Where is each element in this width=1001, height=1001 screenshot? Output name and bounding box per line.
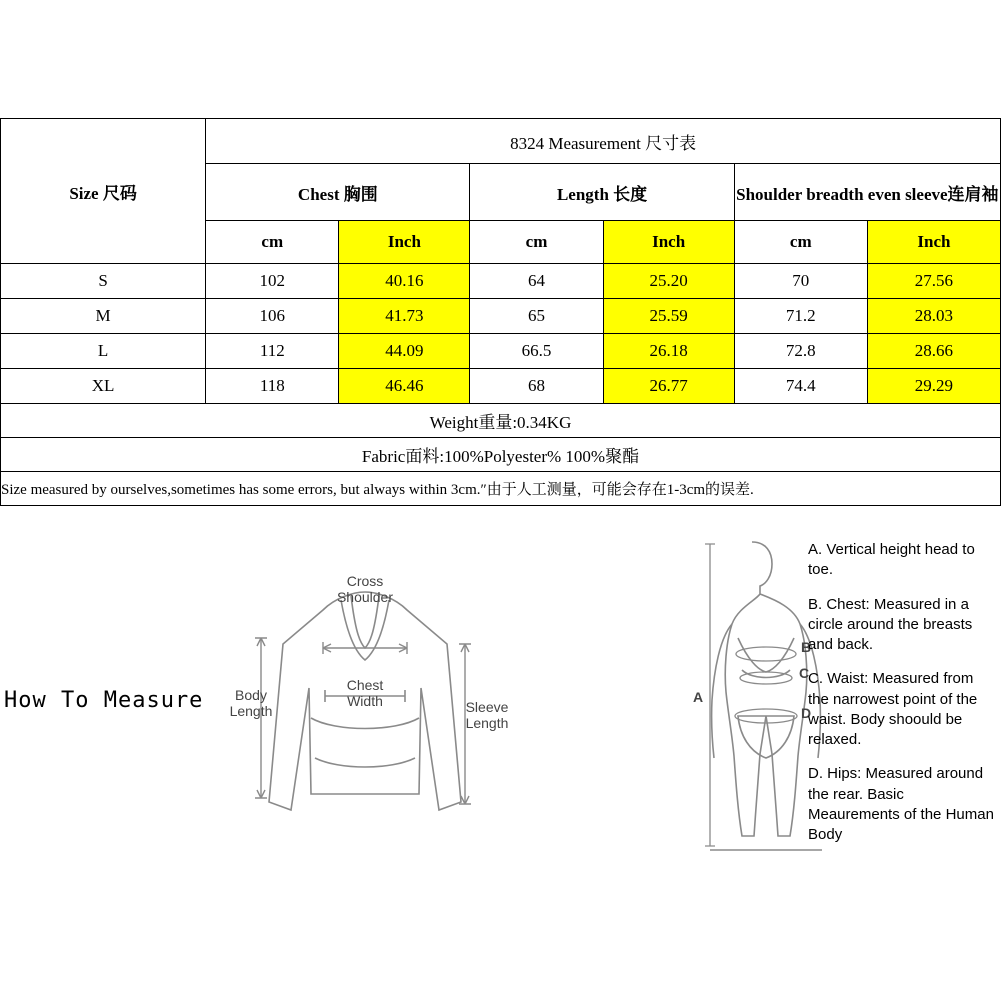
cell-shoulder-inch: 29.29 xyxy=(867,369,1000,404)
cell-chest-inch: 44.09 xyxy=(339,334,470,369)
label-body-length-line1: Body xyxy=(235,687,267,703)
cell-length-cm: 64 xyxy=(470,264,603,299)
cell-shoulder-inch: 28.66 xyxy=(867,334,1000,369)
desc-c: C. Waist: Measured from the narrowest point of the waist. Body shoould be relaxed. xyxy=(808,670,978,748)
tolerance-note: Size measured by ourselves,sometimes has some errors, but always within 3cm.″由于人工测量，可能会存在1-3cm的误差. xyxy=(1,472,1001,506)
group-header-shoulder: Shoulder breadth even sleeve连肩袖 xyxy=(734,164,1000,221)
tolerance-note-row xyxy=(1,472,1001,506)
cell-chest-cm: 106 xyxy=(206,299,339,334)
desc-d: D. Hips: Measured around the rear. Basic Meaurements of the Human Body xyxy=(808,765,994,843)
unit-length-cm: cm xyxy=(470,221,603,264)
size-table xyxy=(0,118,1001,506)
cell-length-inch: 25.20 xyxy=(603,264,734,299)
body-marker-c: C xyxy=(798,665,810,681)
cell-length-inch: 26.77 xyxy=(603,369,734,404)
unit-chest-cm: cm xyxy=(206,221,339,264)
body-marker-b: B xyxy=(800,639,812,655)
cell-chest-inch: 46.46 xyxy=(339,369,470,404)
cell-shoulder-cm: 72.8 xyxy=(734,334,867,369)
group-header-length: Length 长度 xyxy=(470,164,734,221)
cell-shoulder-cm: 70 xyxy=(734,264,867,299)
weight-note-row xyxy=(1,404,1001,438)
table-title: 8324 Measurement 尺寸表 xyxy=(206,119,1001,164)
cell-length-inch: 26.18 xyxy=(603,334,734,369)
desc-a: A. Vertical height head to toe. xyxy=(808,541,975,579)
cell-length-cm: 66.5 xyxy=(470,334,603,369)
cell-chest-inch: 40.16 xyxy=(339,264,470,299)
how-to-measure-title: How To Measure xyxy=(4,688,204,713)
size-column-header: Size 尺码 xyxy=(1,119,206,264)
label-body-length-line2: Length xyxy=(229,703,273,719)
cell-chest-cm: 112 xyxy=(206,334,339,369)
size-table-container xyxy=(0,118,1001,506)
label-sleeve-length-line1: Sleeve xyxy=(465,699,509,715)
unit-shoulder-inch: Inch xyxy=(867,221,1000,264)
table-row xyxy=(1,369,1001,404)
unit-chest-inch: Inch xyxy=(339,221,470,264)
cell-length-inch: 25.59 xyxy=(603,299,734,334)
row-size-label: M xyxy=(1,299,206,334)
row-size-label: XL xyxy=(1,369,206,404)
cell-chest-cm: 102 xyxy=(206,264,339,299)
desc-b: B. Chest: Measured in a circle around the breasts and back. xyxy=(808,595,973,653)
unit-shoulder-cm: cm xyxy=(734,221,867,264)
body-marker-d: D xyxy=(800,705,812,721)
cell-length-cm: 68 xyxy=(470,369,603,404)
table-title-row xyxy=(1,119,1001,164)
row-size-label: L xyxy=(1,334,206,369)
cell-shoulder-cm: 71.2 xyxy=(734,299,867,334)
cell-shoulder-cm: 74.4 xyxy=(734,369,867,404)
label-chest-width-line2: Width xyxy=(347,693,383,709)
cell-shoulder-inch: 27.56 xyxy=(867,264,1000,299)
cell-chest-inch: 41.73 xyxy=(339,299,470,334)
fabric-note: Fabric面料:100%Polyester% 100%聚酯 xyxy=(1,438,1001,472)
cell-length-cm: 65 xyxy=(470,299,603,334)
unit-length-inch: Inch xyxy=(603,221,734,264)
label-cross-shoulder-line2: Shoulder xyxy=(336,589,394,605)
table-row xyxy=(1,264,1001,299)
group-header-chest: Chest 胸围 xyxy=(206,164,470,221)
label-sleeve-length-line2: Length xyxy=(465,715,509,731)
fabric-note-row xyxy=(1,438,1001,472)
shirt-measure-diagram xyxy=(215,548,515,848)
table-row xyxy=(1,334,1001,369)
weight-note: Weight重量:0.34KG xyxy=(1,404,1001,438)
row-size-label: S xyxy=(1,264,206,299)
body-marker-a: A xyxy=(692,689,704,705)
table-row xyxy=(1,299,1001,334)
how-to-measure-section xyxy=(0,508,1001,1001)
cell-chest-cm: 118 xyxy=(206,369,339,404)
measure-descriptions xyxy=(808,540,998,859)
label-cross-shoulder-line1: Cross xyxy=(346,573,384,589)
cell-shoulder-inch: 28.03 xyxy=(867,299,1000,334)
label-chest-width-line1: Chest xyxy=(346,677,384,693)
